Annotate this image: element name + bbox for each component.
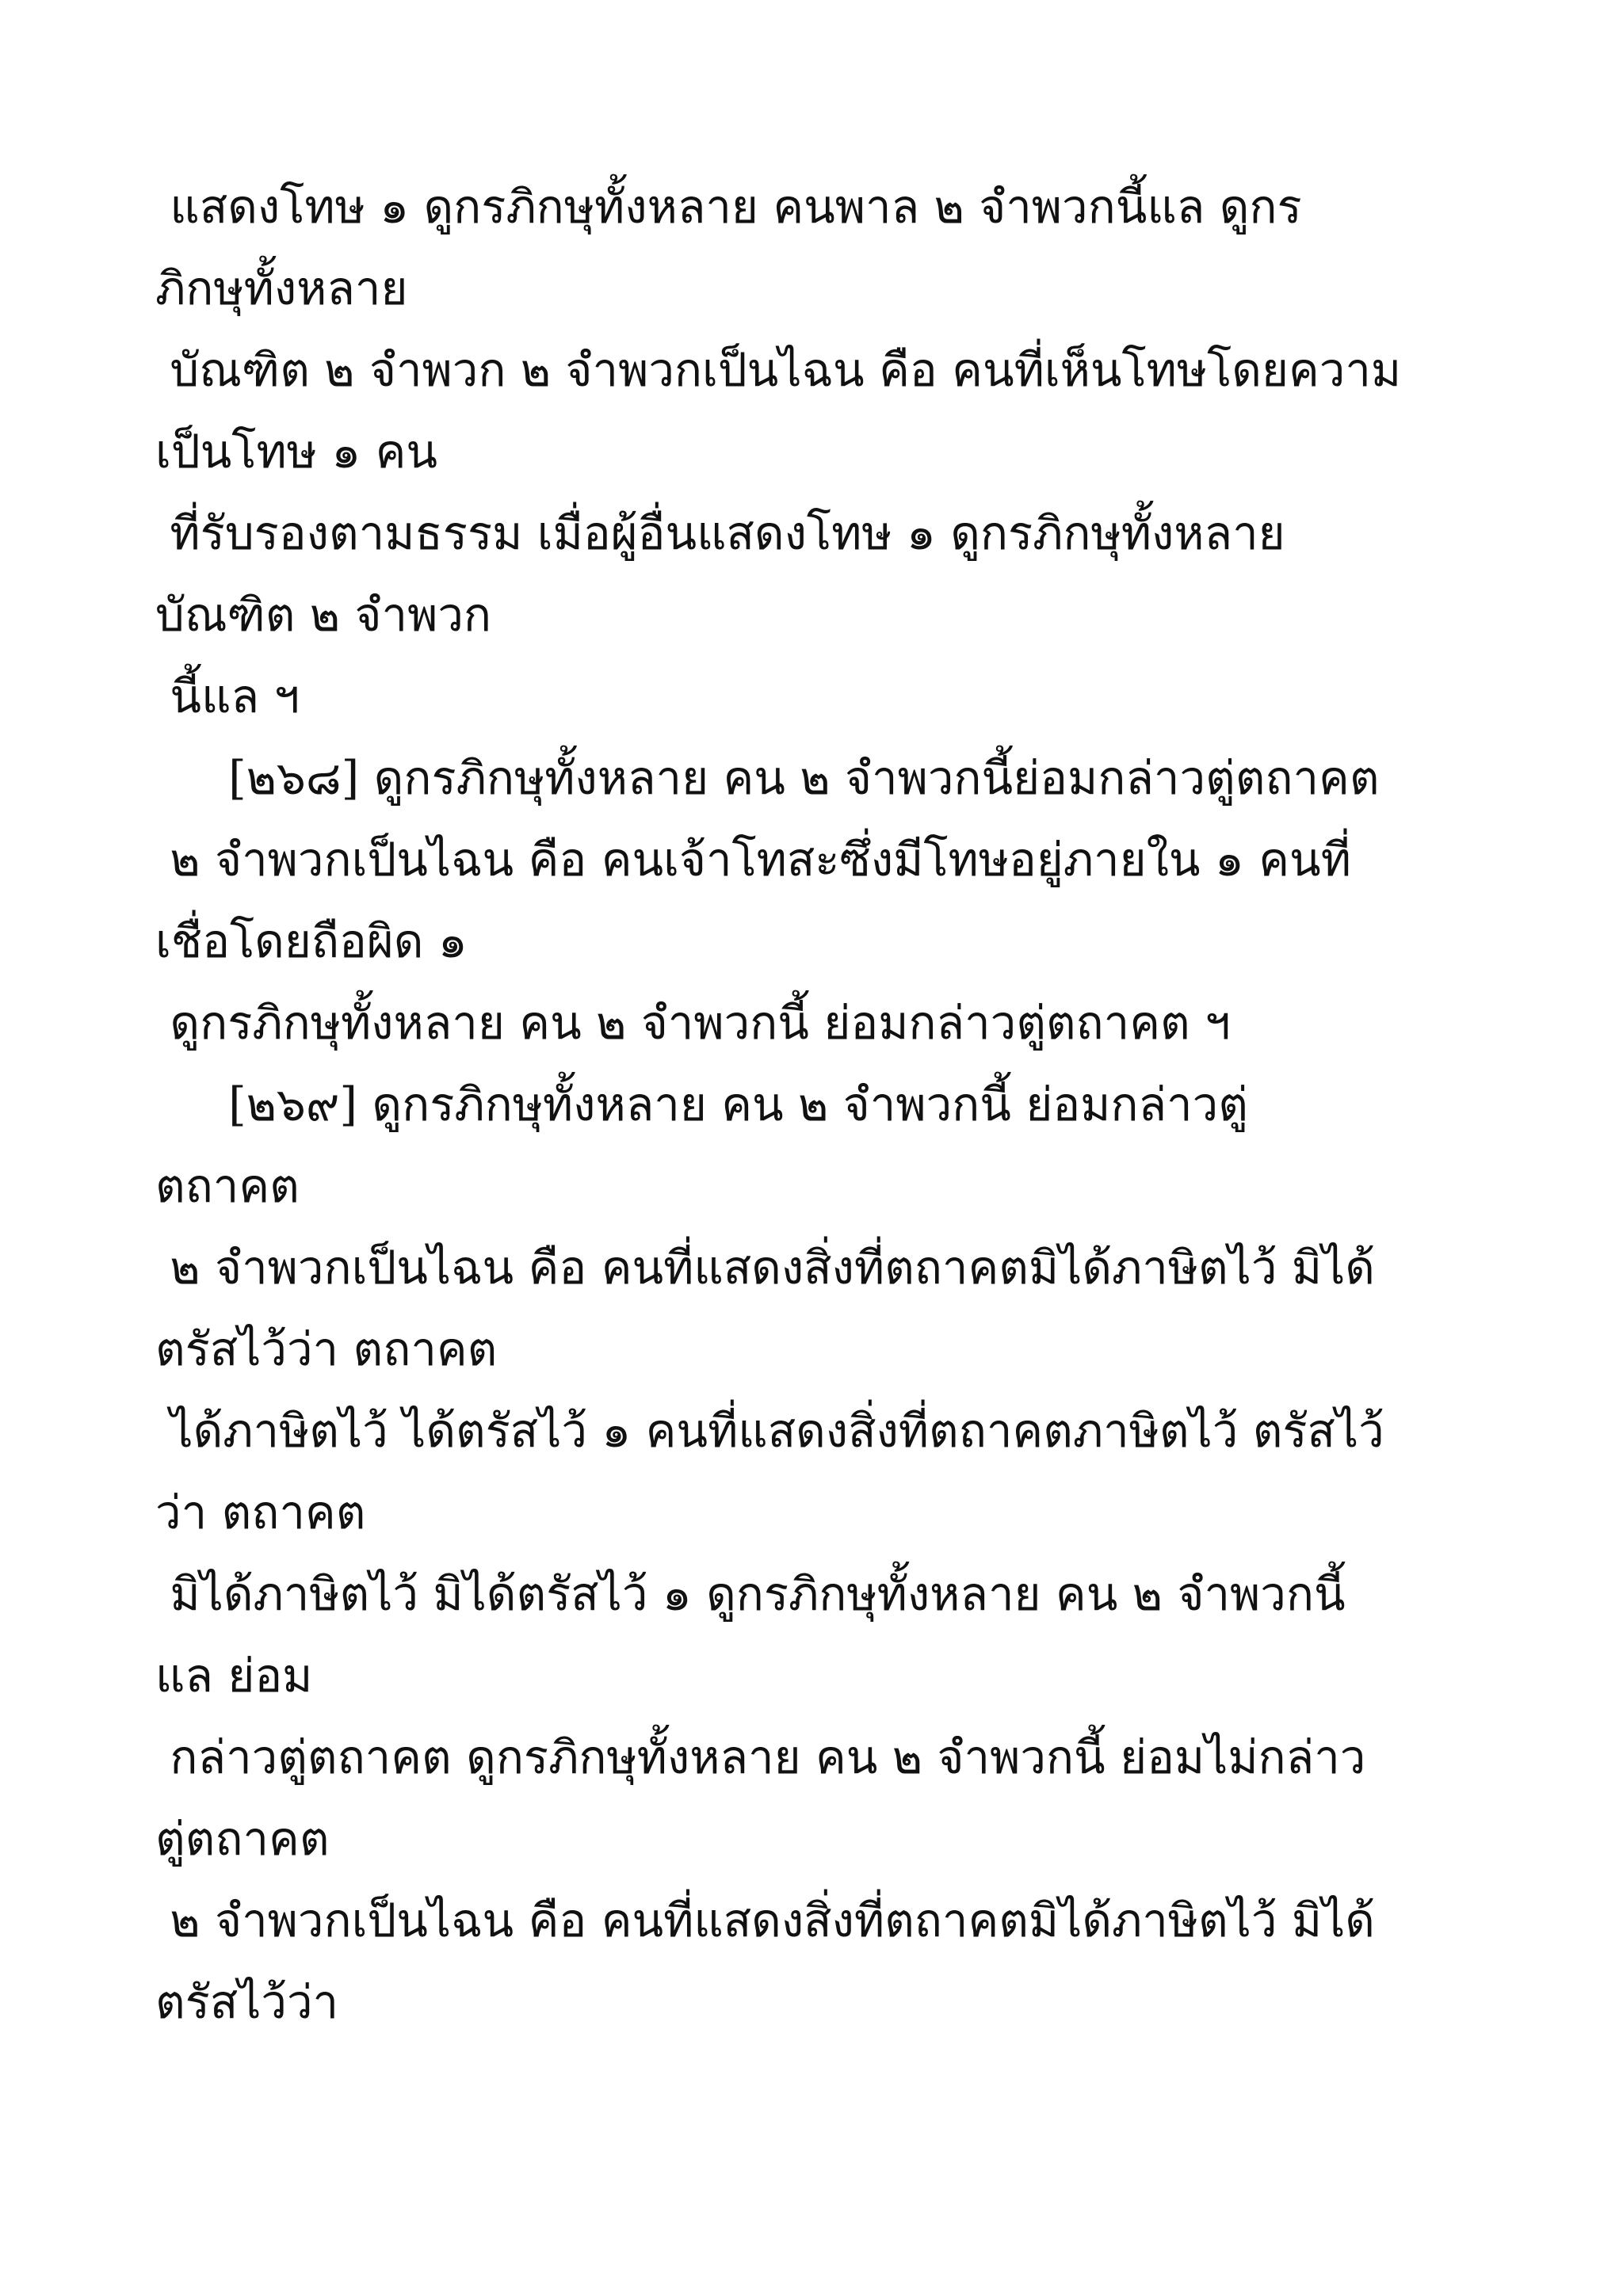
text-line: แล ย่อม xyxy=(155,1649,313,1703)
text-line: ที่รับรองตามธรรม เมื่อผู้อื่นแสดงโทษ ๑ ดูกรภิกษุทั้งหลาย xyxy=(155,506,1285,560)
text-line: ๒ จำพวกเป็นไฉน คือ คนที่แสดงสิ่งที่ตถาคตมิได้ภาษิตไว้ มิได้ xyxy=(155,1241,1375,1295)
text-line: ตถาคต xyxy=(155,1159,300,1213)
text-line: เป็นโทษ ๑ คน xyxy=(155,425,438,479)
text-line: บัณฑิต ๒ จำพวก ๒ จำพวกเป็นไฉน คือ คนที่เห็นโทษโดยความ xyxy=(155,343,1402,397)
text-line: ดูกรภิกษุทั้งหลาย คน ๒ จำพวกนี้ ย่อมกล่าวตู่ตถาคต ฯ xyxy=(155,996,1231,1050)
text-line: ภิกษุทั้งหลาย xyxy=(155,261,408,315)
section-heading-269: [๒๖๙] ดูกรภิกษุทั้งหลาย คน ๒ จำพวกนี้ ย่อมกล่าวตู่ xyxy=(155,1077,1248,1131)
text-line: ได้ภาษิตไว้ ได้ตรัสไว้ ๑ คนที่แสดงสิ่งที่ตถาคตภาษิตไว้ ตรัสไว้ xyxy=(155,1404,1384,1458)
section-heading-268: [๒๖๘] ดูกรภิกษุทั้งหลาย คน ๒ จำพวกนี้ย่อมกล่าวตู่ตถาคต xyxy=(155,751,1380,805)
text-line: ตรัสไว้ว่า ตถาคต xyxy=(155,1322,498,1376)
text-line: มิได้ภาษิตไว้ มิได้ตรัสไว้ ๑ ดูกรภิกษุทั้งหลาย คน ๒ จำพวกนี้ xyxy=(155,1567,1346,1621)
text-line: กล่าวตู่ตถาคต ดูกรภิกษุทั้งหลาย คน ๒ จำพวกนี้ ย่อมไม่กล่าว xyxy=(155,1730,1366,1784)
text-line: เชื่อโดยถือผิด ๑ xyxy=(155,914,468,968)
text-line: ตรัสไว้ว่า xyxy=(155,1975,339,2029)
text-line: บัณฑิต ๒ จำพวก xyxy=(155,588,492,642)
text-line: แสดงโทษ ๑ ดูกรภิกษุทั้งหลาย คนพาล ๒ จำพวกนี้แล ดูกร xyxy=(155,180,1302,234)
text-line: ๒ จำพวกเป็นไฉน คือ คนที่แสดงสิ่งที่ตถาคตมิได้ภาษิตไว้ มิได้ xyxy=(155,1894,1375,1947)
body-text xyxy=(155,166,1487,2043)
text-line: ว่า ตถาคต xyxy=(155,1486,366,1539)
text-line: ตู่ตถาคต xyxy=(155,1812,330,1866)
text-line: ๒ จำพวกเป็นไฉน คือ คนเจ้าโทสะซึ่งมีโทษอยู่ภายใน ๑ คนที่ xyxy=(155,833,1351,887)
text-line: นี้แล ฯ xyxy=(155,669,300,723)
